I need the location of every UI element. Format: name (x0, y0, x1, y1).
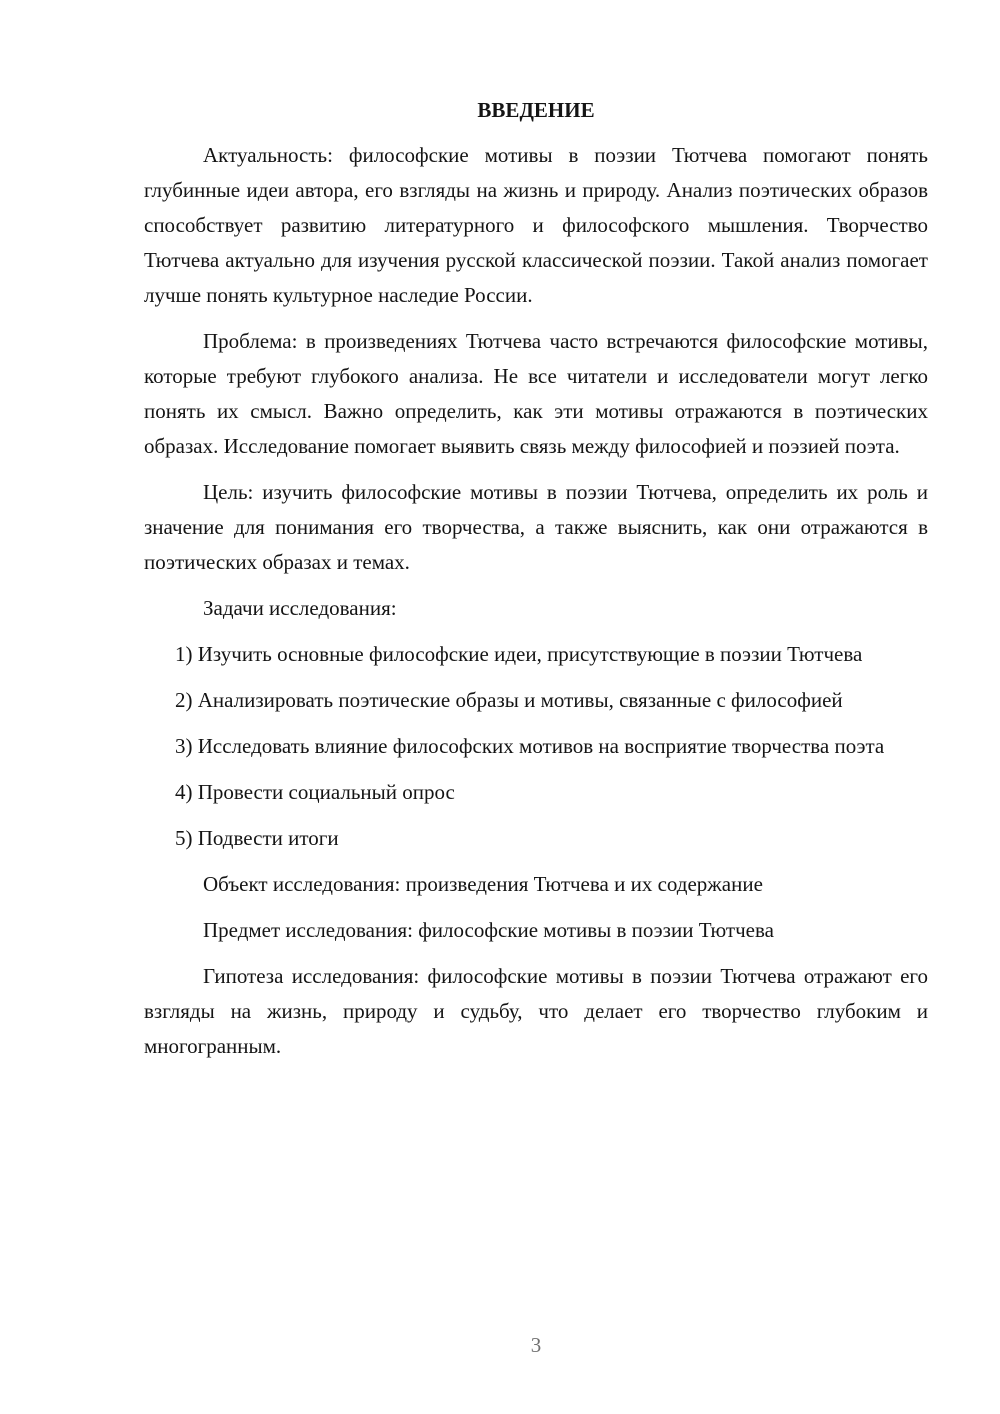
task-item-3: 3) Исследовать влияние философских мотивов на восприятие творчества поэта (175, 734, 885, 758)
goal-paragraph: Цель: изучить философские мотивы в поэзии Тютчева, определить их роль и значение для понимания его творчества, а также выяснить, как они отражаются в поэтических образах и темах. (144, 480, 928, 574)
section-title: ВВЕДЕНИЕ (477, 98, 595, 122)
task-item-5: 5) Подвести итоги (175, 826, 339, 850)
task-item-4: 4) Провести социальный опрос (175, 780, 455, 804)
task-item-2: 2) Анализировать поэтические образы и мотивы, связанные с философией (175, 688, 843, 712)
document-page (144, 96, 928, 1075)
subject-paragraph: Предмет исследования: философские мотивы в поэзии Тютчева (203, 918, 774, 942)
relevance-paragraph: Актуальность: философские мотивы в поэзии Тютчева помогают понять глубинные идеи автора, его взгляды на жизнь и природу. Анализ поэтических образов способствует развитию литературного и философского мышления. Творчество Тютчева актуально для изучения русской классической поэзии. Такой анализ помогает лучше понять культурное наследие России. (144, 143, 928, 307)
tasks-heading: Задачи исследования: (203, 596, 397, 620)
problem-paragraph: Проблема: в произведениях Тютчева часто встречаются философские мотивы, которые требуют глубокого анализа. Не все читатели и исследователи могут легко понять их смысл. Важно определить, как эти мотивы отражаются в поэтических образах. Исследование помогает выявить связь между философией и поэзией поэта. (144, 329, 928, 458)
task-item-1: 1) Изучить основные философские идеи, присутствующие в поэзии Тютчева (175, 642, 863, 666)
page-number: 3 (530, 1333, 542, 1357)
object-paragraph: Объект исследования: произведения Тютчева и их содержание (203, 872, 763, 896)
hypothesis-paragraph: Гипотеза исследования: философские мотивы в поэзии Тютчева отражают его взгляды на жизнь, природу и судьбу, что делает его творчество глубоким и многогранным. (144, 964, 928, 1058)
